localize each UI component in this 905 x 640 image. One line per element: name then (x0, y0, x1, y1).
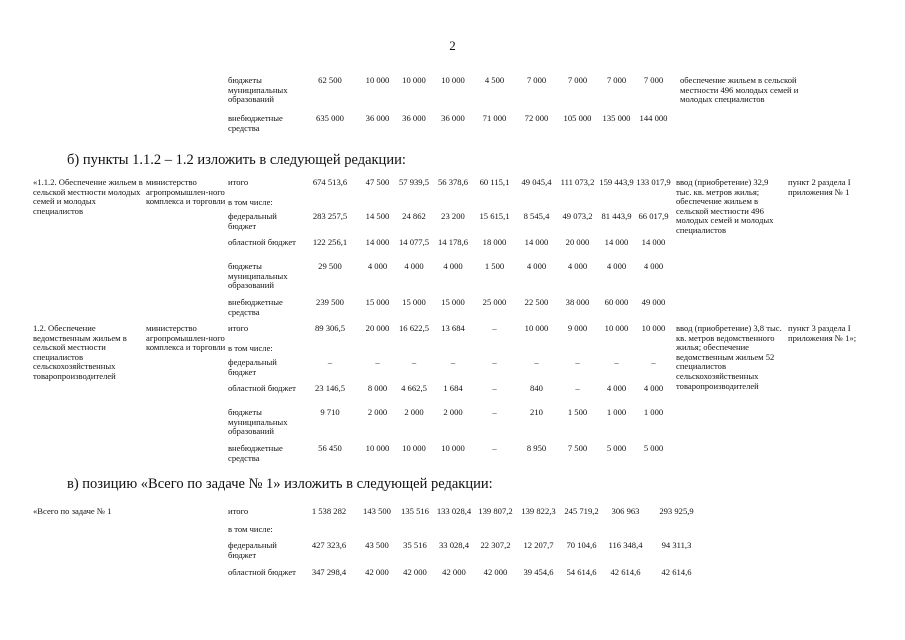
cell (396, 525, 434, 541)
cell: 72 000 (524, 113, 549, 123)
cell: 43 500 (365, 540, 389, 550)
cell: 7 000 (567, 75, 588, 85)
cell: 1 538 282 (311, 506, 347, 516)
table-row (33, 178, 888, 198)
cell: 60 000 (604, 297, 629, 307)
cell (395, 198, 433, 212)
cell: 4 000 (567, 261, 588, 271)
cell (635, 198, 672, 212)
cell: 57 939,5 (398, 177, 430, 187)
cell (603, 525, 648, 541)
cell: 1 500 (567, 407, 588, 417)
cell: 70 104,6 (566, 540, 597, 550)
measure-name: «1.1.2. Обеспечение жильем в сельской местности молодых семей и молодых специалистов (33, 177, 143, 216)
cell: 56 450 (318, 443, 342, 453)
cell: 10 000 (365, 75, 390, 85)
cell: 283 257,5 (312, 211, 348, 221)
cell (395, 344, 433, 358)
cell: 49 045,4 (521, 177, 552, 187)
cell (358, 525, 396, 541)
cell: 14 500 (365, 211, 390, 221)
row-label: итого (228, 506, 249, 516)
result-text: ввод (приобретение) 3,8 тыс. кв. метров ведомственного жилья; обеспечение ведомственным жильем 52 специалистов сельскохозяйственных товаропроизводителей (676, 323, 782, 391)
cell: 139 822,3 (521, 506, 556, 516)
cell: 2 000 (404, 407, 424, 417)
cell: 143 500 (363, 506, 391, 516)
cell: 89 306,5 (314, 323, 346, 333)
section-v-table (33, 507, 705, 592)
cell: 4 000 (606, 383, 627, 393)
row-label: итого (228, 177, 249, 187)
cell: 10 000 (365, 443, 390, 453)
cell: 10 000 (441, 75, 465, 85)
cell: 49 073,2 (562, 211, 593, 221)
cell: 1 684 (443, 383, 463, 393)
cell: 60 115,1 (479, 177, 510, 187)
cell: – (534, 357, 539, 367)
cell: 66 017,9 (638, 211, 669, 221)
cell: 10 000 (402, 75, 426, 85)
cell: 14 000 (641, 237, 666, 247)
cell: 14 000 (365, 237, 390, 247)
cell: 8 950 (526, 443, 547, 453)
cell: 10 000 (524, 323, 549, 333)
cell: 15 000 (441, 297, 465, 307)
cell: 427 323,6 (311, 540, 347, 550)
result-text: ввод (приобретение) 32,9 тыс. кв. метров жилья; обеспечение жильем в сельской местности 496 молодых семей и молодых специалистов (676, 177, 774, 235)
cell (516, 344, 557, 358)
cell (648, 525, 705, 541)
cell (433, 198, 473, 212)
cell: 122 256,1 (312, 237, 348, 247)
section-v-name: «Всего по задаче № 1 (33, 506, 112, 516)
cell: 42 614,6 (661, 567, 692, 577)
cell: 4 000 (643, 383, 664, 393)
cell: 23 146,5 (314, 383, 346, 393)
cell: 38 000 (565, 297, 590, 307)
cell: 116 348,4 (608, 540, 643, 550)
cell (433, 344, 473, 358)
row-label: областной бюджет (228, 383, 296, 393)
cell: – (575, 383, 580, 393)
cell (473, 344, 516, 358)
cell: 10 000 (604, 323, 629, 333)
cell: 210 (530, 407, 543, 417)
cell: 840 (530, 383, 543, 393)
cell: 2 000 (367, 407, 388, 417)
cell: 1 000 (643, 407, 664, 417)
cell (598, 344, 635, 358)
cell: 306 963 (611, 506, 640, 516)
cell: 144 000 (639, 113, 668, 123)
cell: – (450, 357, 456, 367)
cell: 62 500 (318, 75, 342, 85)
cell: 1 500 (484, 261, 505, 271)
cell: 159 443,9 (599, 177, 634, 187)
cell: – (492, 357, 497, 367)
cell: 20 000 (565, 237, 590, 247)
cell: 4 000 (443, 261, 463, 271)
cell: – (375, 357, 380, 367)
row-label: федеральный бюджет (228, 540, 277, 560)
reference-text: пункт 3 раздела I приложения № 1»; (788, 323, 857, 343)
row-label: в том числе: (228, 197, 273, 207)
result-text: обеспечение жильем в сельской местности 496 молодых семей и молодых специалистов (680, 75, 799, 105)
cell: 4 000 (606, 261, 627, 271)
heading-v: в) позицию «Всего по задаче № 1» изложить в следующей редакции: (67, 476, 493, 492)
cell (300, 198, 360, 212)
cell (360, 344, 395, 358)
cell: 7 000 (526, 75, 547, 85)
cell: 111 073,2 (560, 177, 595, 187)
cell: 105 000 (563, 113, 592, 123)
top-block-table (228, 76, 802, 136)
cell: 14 000 (524, 237, 549, 247)
page-number: 2 (449, 38, 456, 53)
cell: – (575, 357, 580, 367)
cell: 10 000 (402, 443, 426, 453)
cell: 94 311,3 (661, 540, 692, 550)
cell: 9 000 (567, 323, 588, 333)
cell: 5 000 (643, 443, 664, 453)
row-label: федеральный бюджет (228, 357, 277, 377)
cell: 29 500 (318, 261, 342, 271)
cell: 4 500 (484, 75, 505, 85)
row-label: внебюджетные средства (228, 297, 283, 317)
cell: 47 500 (365, 177, 390, 187)
row-label: в том числе: (228, 524, 273, 534)
row-label: внебюджетные средства (228, 443, 283, 463)
cell: 10 000 (641, 323, 666, 333)
cell (517, 525, 560, 541)
cell: 4 000 (404, 261, 424, 271)
cell: 4 000 (526, 261, 547, 271)
table-row (228, 76, 802, 114)
reference-text: пункт 2 раздела I приложения № 1 (788, 177, 851, 197)
cell: 2 000 (443, 407, 463, 417)
cell: 14 000 (604, 237, 629, 247)
cell: 18 000 (482, 237, 507, 247)
cell: 4 662,5 (401, 383, 427, 393)
cell: 81 443,9 (601, 211, 632, 221)
cell: – (492, 383, 497, 393)
cell: 13 684 (441, 323, 465, 333)
cell: 39 454,6 (523, 567, 554, 577)
cell: 133 028,4 (436, 506, 472, 516)
row-label: бюджеты муниципальных образований (228, 407, 288, 437)
row-label: бюджеты муниципальных образований (228, 261, 288, 291)
cell: 239 500 (316, 297, 344, 307)
cell (557, 344, 598, 358)
cell: 35 516 (403, 540, 427, 550)
cell: 54 614,6 (566, 567, 597, 577)
cell: 42 000 (442, 567, 466, 577)
table-row (33, 324, 888, 344)
table-row (33, 507, 705, 525)
cell: 33 028,4 (438, 540, 470, 550)
section-b-table (33, 178, 888, 468)
cell: 16 622,5 (398, 323, 430, 333)
cell: 1 000 (606, 407, 627, 417)
cell: – (411, 357, 417, 367)
cell: 71 000 (482, 113, 507, 123)
cell (635, 344, 672, 358)
row-label: бюджеты муниципальных образований (228, 75, 288, 105)
cell: 293 925,9 (659, 506, 694, 516)
cell: 10 000 (441, 443, 465, 453)
cell: 22 500 (524, 297, 549, 307)
measure-name: 1.2. Обеспечение ведомственным жильем в сельской местности специалистов сельскохозяйственных товаропроизводителей (33, 323, 127, 381)
cell: 56 378,6 (437, 177, 469, 187)
cell: 347 298,4 (311, 567, 347, 577)
cell: 8 000 (367, 383, 388, 393)
cell: 635 000 (316, 113, 344, 123)
cell: 12 207,7 (523, 540, 554, 550)
cell: 36 000 (441, 113, 465, 123)
measure-executor: министерство агропромышлен-ного комплекса и торговли (146, 323, 226, 353)
row-label: федеральный бюджет (228, 211, 277, 231)
cell (557, 198, 598, 212)
cell (300, 344, 360, 358)
row-label: итого (228, 323, 249, 333)
cell: 245 719,2 (564, 506, 599, 516)
cell (360, 198, 395, 212)
cell: 42 000 (365, 567, 389, 577)
cell: 42 000 (403, 567, 427, 577)
cell: 15 000 (402, 297, 426, 307)
cell: 24 862 (402, 211, 426, 221)
cell: – (492, 323, 497, 333)
cell (474, 525, 517, 541)
measure-executor: министерство агропромышлен-ного комплекса и торговли (146, 177, 226, 207)
cell (434, 525, 474, 541)
cell: 49 000 (641, 297, 666, 307)
cell: 36 000 (365, 113, 390, 123)
cell: 9 710 (320, 407, 340, 417)
cell: 20 000 (365, 323, 390, 333)
cell: 139 807,2 (478, 506, 513, 516)
row-label: внебюджетные средства (228, 113, 283, 133)
cell: 5 000 (606, 443, 627, 453)
row-label: в том числе: (228, 343, 273, 353)
heading-b: б) пункты 1.1.2 – 1.2 изложить в следующей редакции: (67, 152, 406, 168)
row-label: областной бюджет (228, 567, 296, 577)
cell: 7 500 (567, 443, 588, 453)
cell: 133 017,9 (636, 177, 671, 187)
cell: – (492, 407, 497, 417)
cell: 22 307,2 (480, 540, 511, 550)
cell: 15 615,1 (479, 211, 510, 221)
cell: 15 000 (365, 297, 390, 307)
cell: 4 000 (643, 261, 664, 271)
cell: 135 000 (602, 113, 631, 123)
cell: 23 200 (441, 211, 465, 221)
cell: 7 000 (643, 75, 664, 85)
cell: 7 000 (606, 75, 627, 85)
cell: – (327, 357, 333, 367)
cell: 14 178,6 (437, 237, 469, 247)
cell: 42 614,6 (610, 567, 641, 577)
cell: 14 077,5 (398, 237, 430, 247)
cell: 42 000 (483, 567, 508, 577)
cell (473, 198, 516, 212)
cell: 4 000 (367, 261, 388, 271)
cell: – (492, 443, 497, 453)
cell: – (614, 357, 619, 367)
cell: 8 545,4 (523, 211, 550, 221)
cell (300, 525, 358, 541)
cell (560, 525, 603, 541)
cell (598, 198, 635, 212)
cell: 36 000 (402, 113, 426, 123)
cell: 135 516 (401, 506, 429, 516)
cell (516, 198, 557, 212)
cell: 25 000 (482, 297, 507, 307)
cell: 674 513,6 (312, 177, 348, 187)
cell: – (651, 357, 656, 367)
row-label: областной бюджет (228, 237, 296, 247)
